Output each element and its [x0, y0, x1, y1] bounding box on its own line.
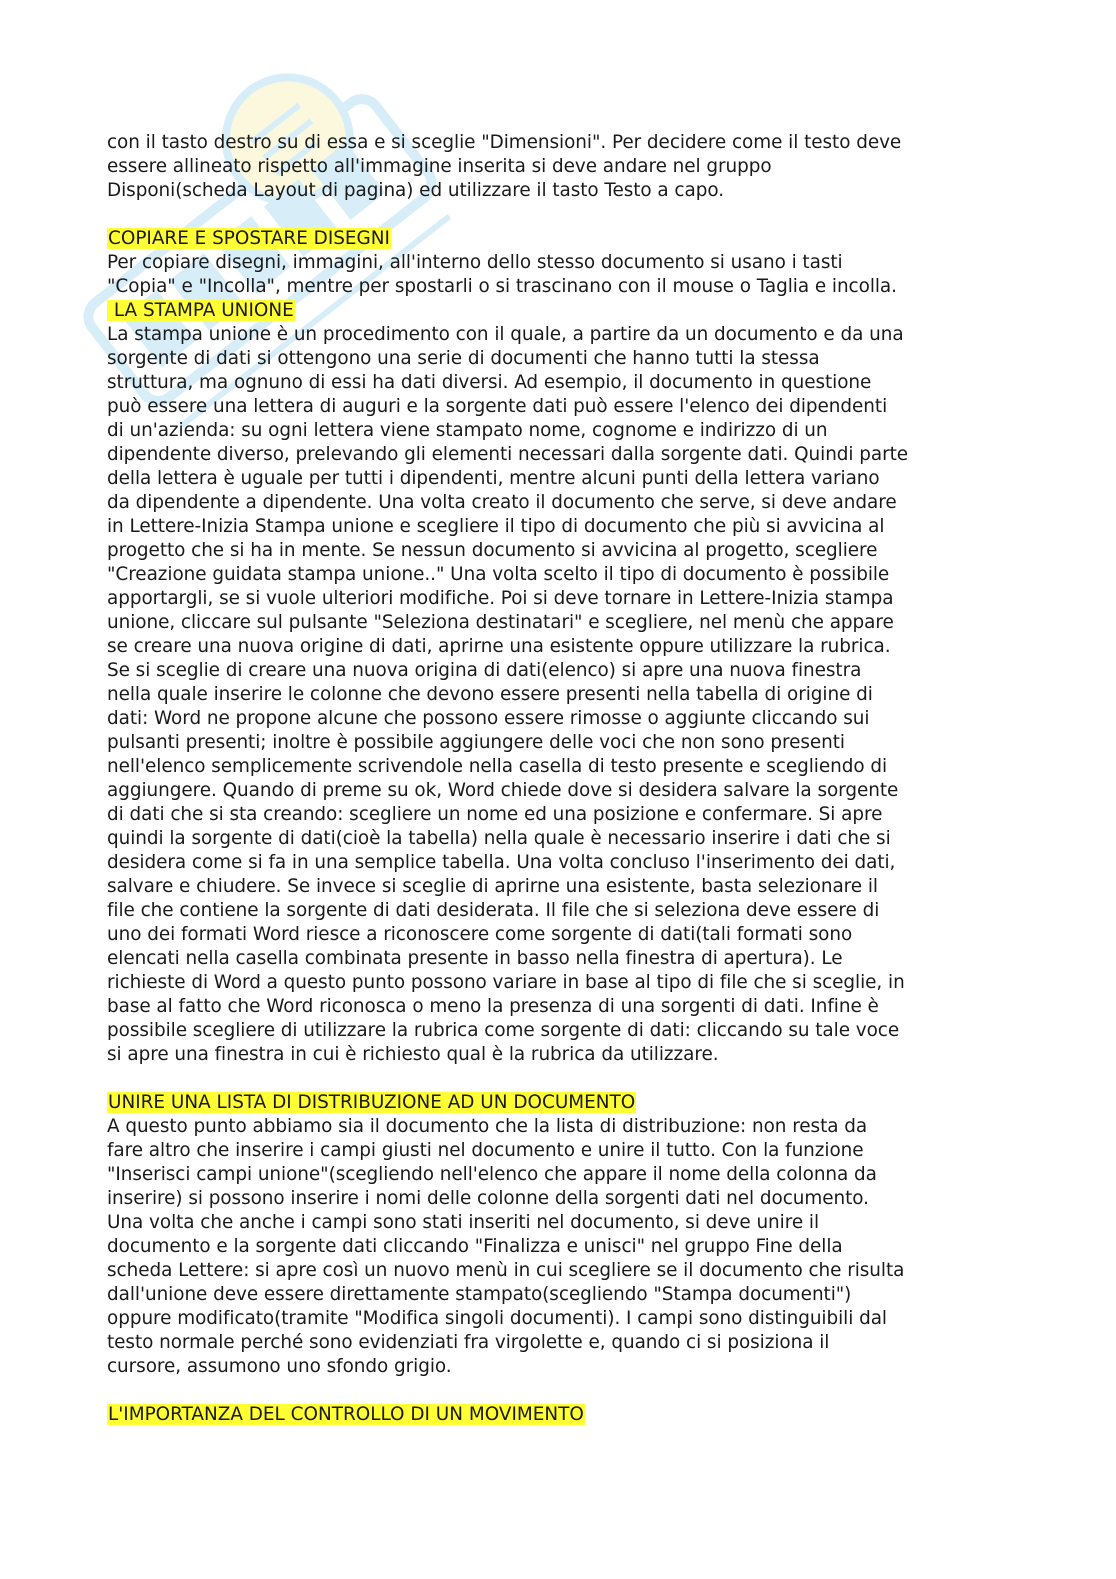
spacer: [107, 1067, 1012, 1091]
highlighted-heading: L'IMPORTANZA DEL CONTROLLO DI UN MOVIMENTO: [108, 1404, 584, 1425]
document-page: [107, 131, 1012, 1427]
section-body-copiare: Per copiare disegni, immagini, all'interno dello stesso documento si usano i tasti "Copia" e "Incolla", mentre per spostarli o si trascinano con il mouse o Taglia e incolla.: [107, 252, 897, 297]
highlighted-heading: UNIRE UNA LISTA DI DISTRIBUZIONE AD UN DOCUMENTO: [108, 1092, 636, 1113]
section-heading-controllo-movimento: [107, 1403, 1012, 1427]
section-heading-copiare: [107, 227, 1012, 251]
highlighted-heading: [107, 300, 295, 321]
section-heading-unire-lista: [107, 1091, 1012, 1115]
spacer: [107, 203, 1012, 227]
section-body-unire-lista: A questo punto abbiamo sia il documento che la lista di distribuzione: non resta da fare altro che inserire i campi giusti nel documento e unire il tutto. Con la funzione "Inserisci campi unione"(scegliendo nell'elenco che appare il nome della colonna da inserire) si possono inserire i nomi delle colonne della sorgenti dati nel documento. Una volta che anche i campi sono stati inseriti nel documento, si deve unire il documento e la sorgente dati cliccando "Finalizza e unisci" nel gruppo Fine della scheda Lettere: si apre così un nuovo menù in cui scegliere se il documento che risulta dall'unione deve essere direttamente stampato(scegliendo "Stampa documenti") oppure modificato(tramite "Modifica singoli documenti). I campi sono distinguibili dal testo normale perché sono evidenziati fra virgolette e, quando ci si posiziona il cursore, assumono uno sfondo grigio.: [107, 1116, 905, 1377]
spacer: [107, 1379, 1012, 1403]
heading-text: LA STAMPA UNIONE: [113, 300, 294, 321]
section-body-stampa-unione: La stampa unione è un procedimento con il quale, a partire da un documento e da una sorgente di dati si ottengono una serie di documenti che hanno tutti la stessa struttura, ma ognuno di essi ha dati diversi. Ad esempio, il documento in questione può essere una lettera di auguri e la sorgente dati può essere l'elenco dei dipendenti di un'azienda: su ogni lettera viene stampato nome, cognome e indirizzo di un dipendente diverso, prelevando gli elementi necessari dalla sorgente dati. Quindi parte della lettera è uguale per tutti i dipendenti, mentre alcuni punti della lettera variano da dipendente a dipendente. Una volta creato il documento che serve, si deve andare in Lettere-Inizia Stampa unione e scegliere il tipo di documento che più si avvicina al progetto che si ha in mente. Se nessun documento si avvicina al progetto, scegliere "Creazione guidata stampa unione.." Una volta scelto il tipo di documento è possibile apportargli, se si vuole ulteriori modifiche. Poi si deve tornare in Lettere-Inizia stampa unione, cliccare sul pulsante "Seleziona destinatari" e scegliere, nel menù che appare se creare una nuova origine di dati, aprirne una esistente oppure utilizzare la rubrica. Se si sceglie di creare una nuova origina di dati(elenco) si apre una nuova finestra nella quale inserire le colonne che devono essere presenti nella tabella di origine di dati: Word ne propone alcune che possono essere rimosse o aggiunte cliccando sui pulsanti presenti; inoltre è possibile aggiungere delle voci che non sono presenti nell'elenco semplicemente scrivendole nella casella di testo presente e scegliendo di aggiungere. Quando di preme su ok, Word chiede dove si desidera salvare la sorgente di dati che si sta creando: scegliere un nome ed una posizione e confermare. Si apre quindi la sorgente di dati(cioè la tabella) nella quale è necessario inserire i dati che si desidera come si fa in una semplice tabella. Una volta concluso l'inserimento dei dati, salvare e chiudere. Se invece si sceglie di aprirne una esistente, basta selezionare il file che contiene la sorgente di dati desiderata. Il file che si seleziona deve essere di uno dei formati Word riesce a riconoscere come sorgente di dati(tali formati sono elencati nella casella combinata presente in basso nella finestra di apertura). Le richieste di Word a questo punto possono variare in base al tipo di file che si sceglie, in base al fatto che Word riconosca o meno la presenza di una sorgenti di dati. Infine è possibile scegliere di utilizzare la rubrica come sorgente di dati: cliccando su tale voce si apre una finestra in cui è richiesto qual è la rubrica da utilizzare.: [107, 324, 909, 1065]
intro-paragraph: con il tasto destro su di essa e si sceglie "Dimensioni". Per decidere come il testo deve essere allineato rispetto all'immagine inserita si deve andare nel gruppo Disponi(scheda Layout di pagina) ed utilizzare il tasto Testo a capo.: [107, 132, 902, 201]
highlighted-heading: COPIARE E SPOSTARE DISEGNI: [108, 228, 390, 249]
section-heading-stampa-unione: [107, 299, 1012, 323]
